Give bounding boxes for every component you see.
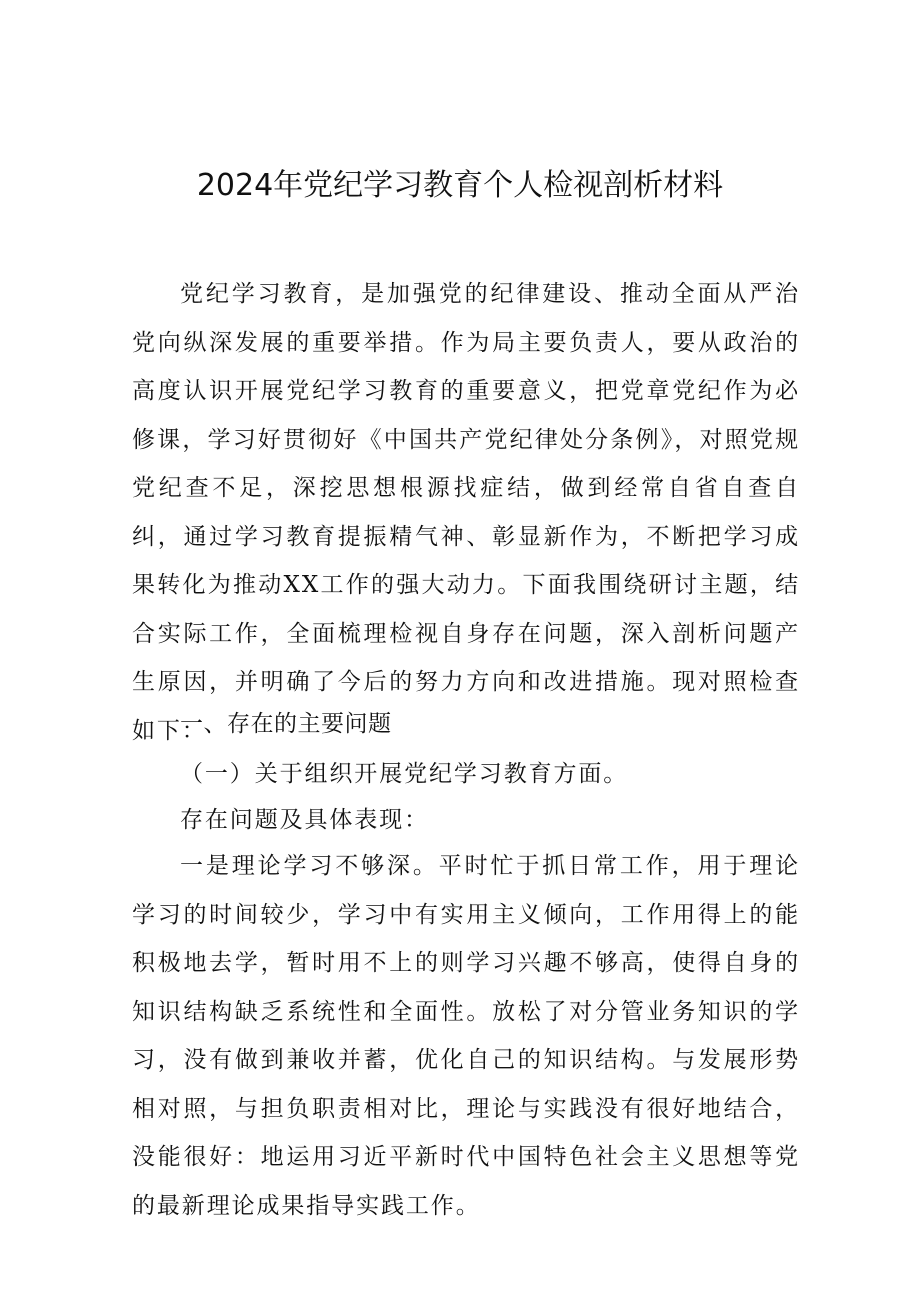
subsection-heading: （一）关于组织开展党纪学习教育方面。 xyxy=(180,761,629,787)
problems-label: 存在问题及具体表现： xyxy=(180,807,429,833)
intro-paragraph: 党纪学习教育，是加强党的纪律建设、推动全面从严治党向纵深发展的重要举措。作为局主要负责人，要从政治的高度认识开展党纪学习教育的重要意义，把党章党纪作为必修课，学习好贯彻好《中国共产党纪律处分条例》，对照党规党纪查不足，深挖思想根源找症结，做到经常自省自查自纠，通过学习教育提振精气神、彰显新作为，不断把学习成果转化为推动XX工作的强大动力。下面我围绕研讨主题，结合实际工作，全面梳理检视自身存在问题，深入剖析问题产生原因，并明确了今后的努力方向和改进措施。现对照检查如下： xyxy=(132,281,800,744)
document-title: 2024年党纪学习教育个人检视剖析材料 xyxy=(196,168,724,203)
point-one-paragraph: 一是理论学习不够深。平时忙于抓日常工作，用于理论学习的时间较少，学习中有实用主义倾向，工作用得上的能积极地去学，暂时用不上的则学习兴趣不够高，使得自身的知识结构缺乏系统性和全面性。放松了对分管业务知识的学习，没有做到兼收并蓄，优化自己的知识结构。与发展形势相对照，与担负职责相对比，理论与实践没有很好地结合，没能很好：地运用习近平新时代中国特色社会主义思想等党的最新理论成果指导实践工作。 xyxy=(132,853,800,1219)
section-heading: 一、存在的主要问题 xyxy=(180,711,392,737)
